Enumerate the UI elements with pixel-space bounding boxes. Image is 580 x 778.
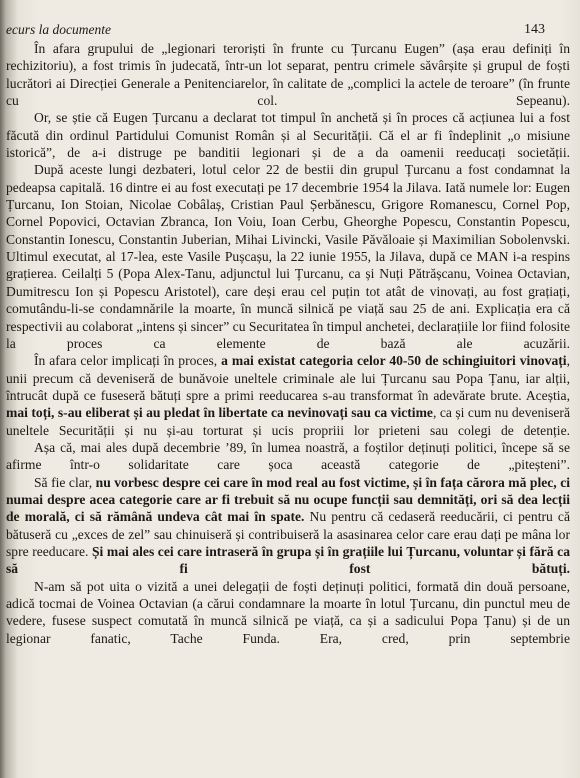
text-segment: , ca și cum nu deveniseră uneltele Securității și nu și-au torturat și ucis propriii lor prieteni sau colegi de detenție.: [6, 405, 570, 438]
body-text: [6, 40, 570, 647]
page-header: [0, 22, 580, 40]
running-title: ecurs la documente: [6, 22, 111, 37]
bold-text-segment: nu vorbesc despre cei care în mod real au fost victime, și în fața cărora mă plec, ci numai despre acea categorie care ar fi trebuit să nu ocupe funcții sau demnități, ori să dea lecții de morală, ci să rămână undeva cât mai în spate.: [6, 474, 571, 525]
paragraph: [6, 352, 570, 439]
text-segment: Așa că, mai ales după decembrie ’89, în lumea noastră, a foștilor deținuți politici, începe să se afirme într-o solidaritate care șoca această categorie de „piteșteni”.: [6, 439, 570, 473]
text-segment: N-am să pot uita o vizită a unei delegații de foști deținuți politici, formată din două persoane, adică tocmai de Voinea Octavian (a cărui condamnare la moarte în lotul Țurcanu, din punctul meu de vedere, fusese suspect comutată în muncă silnică pe viață, ca și a sadicului Popa Țanu) și de un legionar fanatic, Tache Funda. Era, cred, prin septembrie: [6, 578, 570, 646]
text-segment: După aceste lungi dezbateri, lotul celor 22 de bestii din grupul Țurcanu a fost condamnat la pedeapsa capitală. 16 dintre ei au fost executați pe 17 decembrie 1954 la Jilava. Iată numele lor: Eugen Țurcanu, Ion Stoian, Nicolae Cobâlaș, Cristian Paul Șerbănescu, Grigore Romanescu, Cornel Pop, Cornel Popovici, Octavian Zbranca, Ion Voiu, Ioan Cerbu, Gheorghe Popescu, Constantin Popescu, Constantin Ionescu, Constantin Juberian, Mihai Livincki, Vasile Păvăloaie și Maximilian Sobolenvski. Ultimul executat, al 17-lea, este Vasile Pușcașu, la 22 iunie 1955, la Jilava, după ce MAN i-a respins grațierea. Ceilalți 5 (Popa Alex-Tanu, adjunctul lui Țurcanu, ca și Nuți Pătrășcanu, Voinea Octavian, Dumitrescu Ion și Popescu Aristotel), care deși erau cel puțin tot atât de vinovați, au fost grațiați, comutându-li-se condamnările la moarte, în muncă silnică pe viață sau 25 de ani. Explicația era că respectivii au colaborat „intens și sincer” cu Securitatea în timpul anchetei, declarațiile lor fiind folosite la proces ca elemente de bază ale acuzării.: [6, 162, 570, 351]
paragraph: [6, 474, 570, 578]
paragraph: [6, 40, 570, 109]
paragraph: [6, 578, 570, 647]
paragraph: [6, 109, 570, 161]
paragraph: [6, 439, 570, 474]
text-segment: , unii precum că deveniseră de bunăvoie uneltele criminale ale lui Țurcanu sau Popa Țanu, iar alții, întrucât după ce fuseseră bătuți spre a primi reeducarea s-au transformat în adevărate brute. Aceștia,: [6, 353, 570, 403]
text-segment: În afara grupului de „legionari teroriști în frunte cu Țurcanu Eugen” (așa erau definiți în rechizitoriu), a fost trimis în judecată, într-un lot separat, pentru crimele săvârșite și grupul de foști lucrători ai Direcției Generale a Penitenciarelor, în calitate de „complici la actele de teroare” (în frunte cu col. Sepeanu).: [6, 41, 570, 109]
page-number: 143: [524, 22, 545, 37]
text-segment: Să fie clar,: [34, 474, 96, 490]
bold-text-segment: a mai existat categoria celor 40-50 de schingiuitori vinovați: [221, 353, 567, 369]
text-segment: Or, se știe că Eugen Țurcanu a declarat tot timpul în anchetă și în proces că acțiunea lui a fost făcută din ordinul Partidului Comunist Român și al Securității. Că el ar fi îndeplinit „o misiune istorică”, de a-i distruge pe banditii legionari și de a da oamenii reeducați societății.: [6, 110, 570, 161]
text-segment: În afara celor implicați în proces,: [34, 353, 222, 369]
bold-text-segment: mai toți, s-au eliberat și au pledat în libertate ca nevinovați sau ca victime: [6, 405, 433, 421]
bold-text-segment: Și mai ales cei care intraseră în grupa și în grațiile lui Țurcanu, voluntar și fără ca să fi fost bătuți.: [6, 543, 570, 577]
paragraph: [6, 161, 570, 352]
text-segment: Nu pentru că cedaseră reeducării, ci pentru că bătuseră cu „exces de zel” sau chinuiseră și contribuiseră la asasinarea celor care erau dați pe mâna lor spre reeducare.: [6, 509, 570, 559]
